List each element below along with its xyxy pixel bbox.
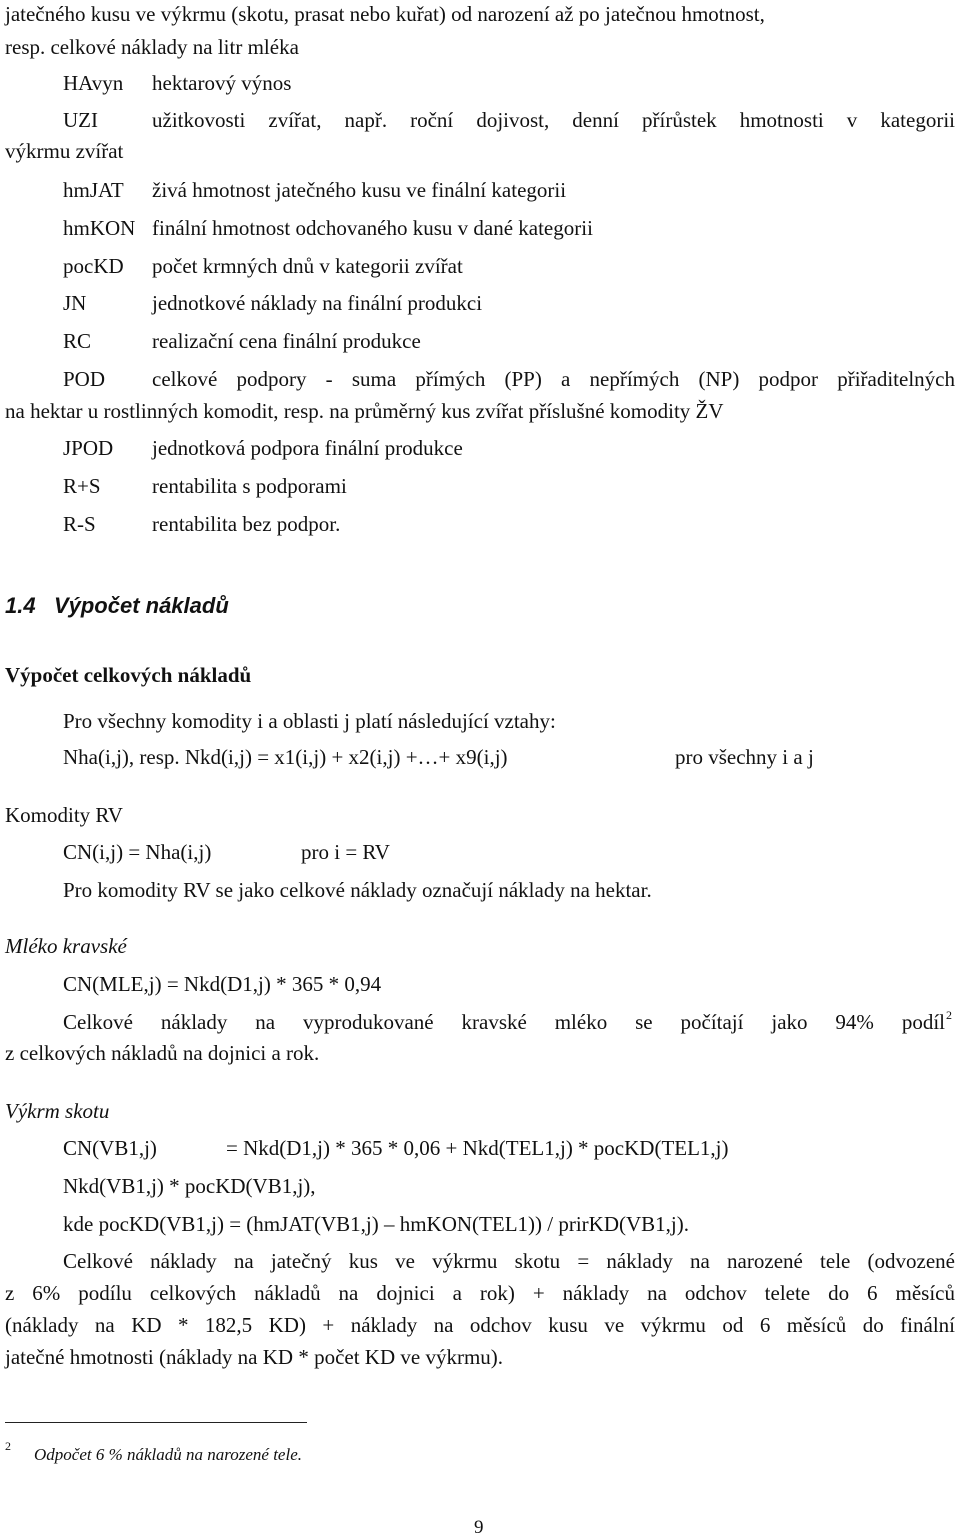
milk-text-cont: z celkových nákladů na dojnici a rok.	[5, 1041, 320, 1065]
section-heading	[5, 595, 229, 617]
abbr-description: celkové podpory - suma přímých (PP) a nepřímých (NP) podpor přiřaditelných	[152, 367, 955, 391]
milk-formula: CN(MLE,j) = Nkd(D1,j) * 365 * 0,94	[63, 972, 382, 996]
abbr-description: jednotková podpora finální produkce	[152, 436, 463, 460]
footnote-ref: 2	[946, 1008, 952, 1022]
abbr-term: hmJAT	[63, 178, 124, 202]
abbr-term: pocKD	[63, 254, 124, 278]
footnote-text: Odpočet 6 % nákladů na narozené tele.	[34, 1445, 302, 1464]
beef-title: Výkrm skotu	[5, 1099, 110, 1123]
beef-formula-cont: Nkd(VB1,j) * pocKD(VB1,j),	[63, 1174, 316, 1198]
abbr-description: rentabilita s podporami	[152, 474, 347, 498]
beef-formula-lhs: CN(VB1,j)	[63, 1136, 157, 1160]
milk-text	[63, 1012, 945, 1033]
abbr-term: UZI	[63, 108, 98, 132]
rv-condition: pro i = RV	[301, 840, 390, 864]
abbr-term: POD	[63, 367, 106, 391]
beef-para-line: (náklady na KD * 182,5 KD) + náklady na odchov kusu ve výkrmu od 6 měsíců do finální	[5, 1313, 955, 1337]
intro-line-2: resp. celkové náklady na litr mléka	[5, 35, 299, 59]
abbr-term: JN	[63, 291, 87, 315]
beef-formula-rhs: = Nkd(D1,j) * 365 * 0,06 + Nkd(TEL1,j) * pocKD(TEL1,j)	[226, 1136, 729, 1160]
abbr-description: hektarový výnos	[152, 71, 292, 95]
abbr-term: HAvyn	[63, 71, 124, 95]
abbr-term: JPOD	[63, 436, 114, 460]
abbr-description: jednotkové náklady na finální produkci	[152, 291, 483, 315]
abbr-description-cont: výkrmu zvířat	[5, 139, 124, 163]
abbr-term: hmKON	[63, 216, 136, 240]
abbr-description: užitkovosti zvířat, např. roční dojivost, denní přírůstek hmotnosti v kategorii	[152, 108, 955, 132]
page-number: 9	[474, 1517, 484, 1538]
beef-para-line: Celkové náklady na jatečný kus ve výkrmu skotu = náklady na narozené tele (odvozené	[63, 1249, 955, 1273]
general-intro: Pro všechny komodity i a oblasti j platí následující vztahy:	[63, 709, 556, 733]
intro-line-1: jatečného kusu ve výkrmu (skotu, prasat nebo kuřat) od narození až po jatečnou hmotnost,	[5, 2, 765, 26]
abbr-description: živá hmotnost jatečného kusu ve finální kategorii	[152, 178, 567, 202]
rv-title: Komodity RV	[5, 803, 123, 827]
subsection-title: Výpočet celkových nákladů	[5, 663, 252, 687]
abbr-term: R-S	[63, 512, 96, 536]
beef-para-line: z 6% podílu celkových nákladů na dojnici a rok) + náklady na odchov telete do 6 měsíců	[5, 1281, 955, 1305]
footnote-number: 2	[5, 1439, 11, 1453]
beef-para-line: jatečné hmotnosti (náklady na KD * počet KD ve výkrmu).	[5, 1345, 504, 1369]
abbr-term: RC	[63, 329, 92, 353]
general-condition: pro všechny i a j	[675, 745, 814, 769]
milk-text-line: Celkové náklady na vyprodukované kravské mléko se počítají jako 94% podíl	[63, 1010, 945, 1034]
abbr-description: rentabilita bez podpor.	[152, 512, 341, 536]
section-number: 1.4	[5, 593, 36, 618]
footnote-separator	[5, 1422, 307, 1423]
milk-title: Mléko kravské	[5, 934, 127, 958]
general-formula: Nha(i,j), resp. Nkd(i,j) = x1(i,j) + x2(i,j) +…+ x9(i,j)	[63, 745, 508, 769]
abbr-description-cont: na hektar u rostlinných komodit, resp. na průměrný kus zvířat příslušné komodity ŽV	[5, 399, 724, 423]
beef-formula-where: kde pocKD(VB1,j) = (hmJAT(VB1,j) – hmKON(TEL1)) / prirKD(VB1,j).	[63, 1212, 689, 1236]
abbr-description: počet krmných dnů v kategorii zvířat	[152, 254, 463, 278]
abbr-description: finální hmotnost odchovaného kusu v dané kategorii	[152, 216, 593, 240]
abbr-description: realizační cena finální produkce	[152, 329, 421, 353]
abbr-term: R+S	[63, 474, 101, 498]
rv-formula: CN(i,j) = Nha(i,j)	[63, 840, 212, 864]
section-title: Výpočet nákladů	[53, 593, 229, 618]
rv-note: Pro komodity RV se jako celkové náklady označují náklady na hektar.	[63, 878, 652, 902]
